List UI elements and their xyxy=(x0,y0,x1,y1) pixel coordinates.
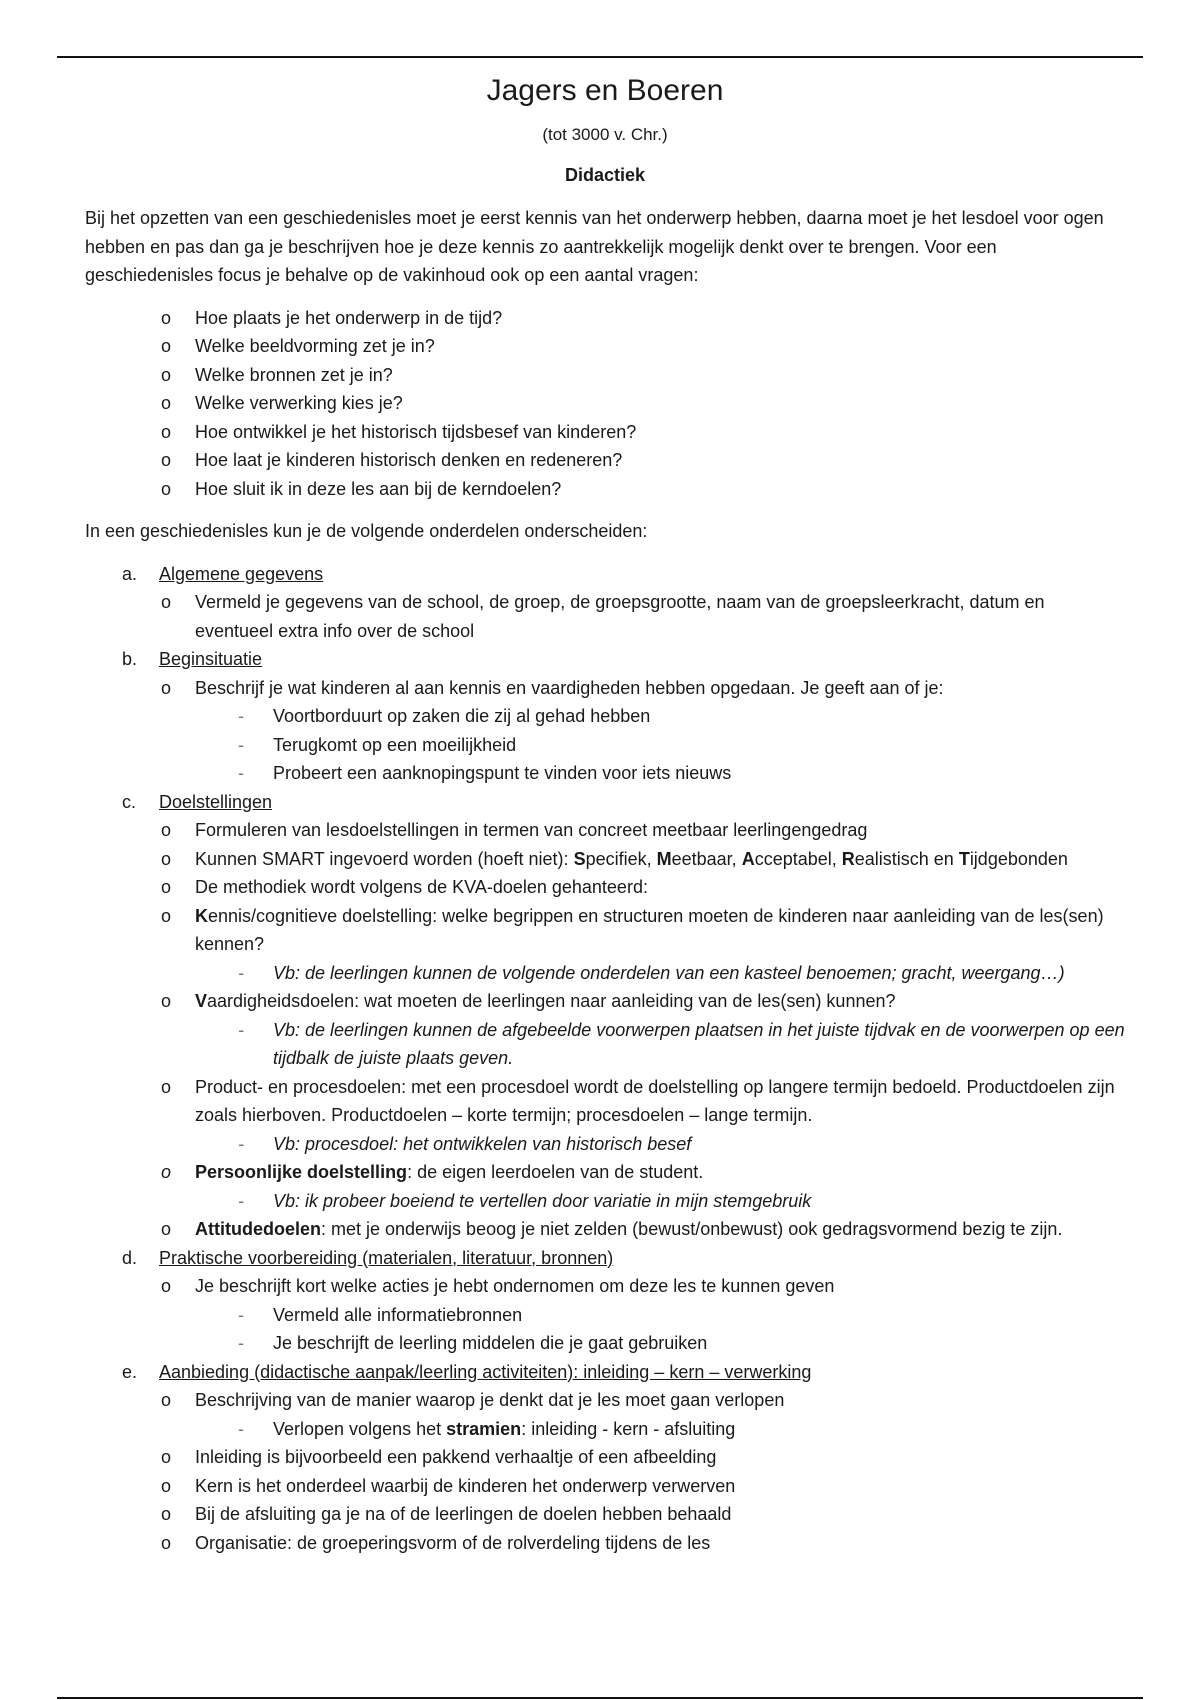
smart-word: ealistisch en xyxy=(854,848,959,869)
list-item: o Welke beeldvorming zet je in? xyxy=(85,332,1125,361)
section-title: Doelstellingen xyxy=(159,791,273,812)
page-title: Jagers en Boeren xyxy=(486,74,724,107)
smart-letter: S xyxy=(573,848,586,869)
list-item: o Beschrijving van de manier waarop je denkt dat je les moet gaan verlopen xyxy=(159,1386,1125,1415)
kennis-letter: K xyxy=(195,905,208,926)
list-item: o Organisatie: de groeperingsvorm of de rolverdeling tijdens de les xyxy=(159,1529,1125,1558)
section-a xyxy=(85,560,1125,646)
section-b-header xyxy=(122,645,1125,674)
example-item: - Vb: de leerlingen kunnen de volgende onderdelen van een kasteel benoemen; gracht, weergang…) xyxy=(159,959,1125,988)
vaardigheid-item xyxy=(159,987,1125,1016)
list-item: o Hoe sluit ik in deze les aan bij de kerndoelen? xyxy=(85,475,1125,504)
vaardigheid-text: aardigheidsdoelen: wat moeten de leerlingen naar aanleiding van de les(sen) kunnen? xyxy=(207,991,896,1011)
section-e xyxy=(85,1358,1125,1558)
list-item: o Inleiding is bijvoorbeeld een pakkend verhaaltje of een afbeelding xyxy=(159,1443,1125,1472)
section-a-header xyxy=(122,560,1125,589)
persoonlijk-item xyxy=(159,1158,1125,1187)
dash-item: - Vermeld alle informatiebronnen xyxy=(159,1301,1125,1330)
kennis-item xyxy=(159,902,1125,959)
example-item: - Vb: procesdoel: het ontwikkelen van historisch besef xyxy=(159,1130,1125,1159)
smart-letter: T xyxy=(958,848,970,869)
smart-letter: M xyxy=(656,848,672,869)
vaardigheid-letter: V xyxy=(195,991,208,1011)
list-item: o Bij de afsluiting ga je na of de leerlingen de doelen hebben behaald xyxy=(159,1500,1125,1529)
section-letter: a. xyxy=(122,563,138,584)
dash-item: - Terugkomt op een moeilijkheid xyxy=(159,731,1125,760)
page-subtitle: (tot 3000 v. Chr.) xyxy=(542,125,668,144)
list-item: o Welke verwerking kies je? xyxy=(85,389,1125,418)
section-letter: b. xyxy=(122,649,138,669)
list-item: o Vermeld je gegevens van de school, de groep, de groepsgrootte, naam van de groepsleerkracht, datum en eventueel extra info over de school xyxy=(159,588,1125,645)
attitude-label: Attitudedoelen xyxy=(195,1219,321,1239)
persoonlijk-text: : de eigen leerdoelen van de student. xyxy=(407,1162,704,1182)
list-item: o Product- en procesdoelen: met een procesdoel wordt de doelstelling op langere termijn bedoeld. Productdoelen zijn zoals hierboven. Productdoelen – korte termijn; procesdoelen – lange termijn. xyxy=(159,1073,1125,1130)
section-title: Praktische voorbereiding (materialen, literatuur, bronnen) xyxy=(159,1247,614,1268)
attitude-text: : met je onderwijs beoog je niet zelden (bewust/onbewust) ook gedragsvormend bezig te zijn. xyxy=(321,1219,1063,1239)
intro-paragraph: Bij het opzetten van een geschiedenisles moet je eerst kennis van het onderwerp hebben, daarna moet je het lesdoel voor ogen hebben en pas dan ga je beschrijven hoe je deze kennis zo aantrekkelijk mogelijk denkt over te brengen. Voor een geschiedenisles focus je behalve op de vakinhoud ook op een aantal vragen: xyxy=(85,208,1104,285)
section-title: Aanbieding (didactische aanpak/leerling activiteiten): inleiding – kern – verwerking xyxy=(159,1361,812,1382)
list-item: o Hoe ontwikkel je het historisch tijdsbesef van kinderen? xyxy=(85,418,1125,447)
section-title: Beginsituatie xyxy=(159,649,263,669)
smart-letter: A xyxy=(741,848,755,869)
persoonlijk-label: Persoonlijke doelstelling xyxy=(195,1162,408,1182)
list-item: o Beschrijf je wat kinderen al aan kennis en vaardigheden hebben opgedaan. Je geeft aan of je: xyxy=(159,674,1125,703)
section-letter: d. xyxy=(122,1247,138,1268)
stramien-item xyxy=(159,1415,1125,1444)
list-item: o Hoe laat je kinderen historisch denken en redeneren? xyxy=(85,446,1125,475)
list-item: o Kern is het onderdeel waarbij de kinderen het onderwerp verwerven xyxy=(159,1472,1125,1501)
stramien-text: : inleiding - kern - afsluiting xyxy=(521,1418,736,1439)
list-item: o Hoe plaats je het onderwerp in de tijd? xyxy=(85,304,1125,333)
section-e-header xyxy=(122,1358,1125,1387)
list-item: o Je beschrijft kort welke acties je hebt ondernomen om deze les te kunnen geven xyxy=(159,1272,1125,1301)
list-item: o Formuleren van lesdoelstellingen in termen van concreet meetbaar leerlingengedrag xyxy=(159,816,1125,845)
lead-paragraph: In een geschiedenisles kun je de volgende onderdelen onderscheiden: xyxy=(85,521,648,541)
smart-letter: R xyxy=(841,848,855,869)
attitude-item xyxy=(159,1215,1125,1244)
section-c-header xyxy=(122,788,1125,817)
stramien-prefix: Verlopen volgens het xyxy=(273,1418,447,1439)
smart-item xyxy=(159,845,1125,874)
dash-item: - Je beschrijft de leerling middelen die je gaat gebruiken xyxy=(159,1329,1125,1358)
top-rule xyxy=(57,56,1143,58)
section-title: Algemene gegevens xyxy=(159,563,324,584)
smart-word: ijdgebonden xyxy=(969,848,1068,869)
dash-item: - Voortborduurt op zaken die zij al gehad hebben xyxy=(159,702,1125,731)
section-b xyxy=(85,645,1125,788)
section-list xyxy=(85,560,1125,1558)
smart-prefix: Kunnen SMART ingevoerd worden (hoeft niet): xyxy=(195,848,574,869)
kennis-text: ennis/cognitieve doelstelling: welke begrippen en structuren moeten de kinderen naar aanleiding van de les(sen) kennen? xyxy=(195,905,1104,954)
example-item: - Vb: ik probeer boeiend te vertellen door variatie in mijn stemgebruik xyxy=(159,1187,1125,1216)
section-c xyxy=(85,788,1125,1244)
smart-word: eetbaar, xyxy=(671,848,742,869)
section-heading: Didactiek xyxy=(564,165,646,185)
question-list xyxy=(85,304,1125,504)
list-item: o Welke bronnen zet je in? xyxy=(85,361,1125,390)
section-d xyxy=(85,1244,1125,1358)
smart-word: cceptabel, xyxy=(754,848,842,869)
dash-item: - Probeert een aanknopingspunt te vinden voor iets nieuws xyxy=(159,759,1125,788)
section-letter: e. xyxy=(122,1361,138,1382)
list-item: o De methodiek wordt volgens de KVA-doelen gehanteerd: xyxy=(159,873,1125,902)
document-page xyxy=(85,70,1125,1557)
stramien-label: stramien xyxy=(446,1418,522,1439)
smart-word: pecifiek, xyxy=(585,848,657,869)
example-item: - Vb: de leerlingen kunnen de afgebeelde voorwerpen plaatsen in het juiste tijdvak en de voorwerpen op een tijdbalk de juiste plaats geven. xyxy=(159,1016,1125,1073)
bottom-rule xyxy=(57,1697,1143,1699)
section-d-header xyxy=(122,1244,1125,1273)
section-letter: c. xyxy=(122,791,137,812)
